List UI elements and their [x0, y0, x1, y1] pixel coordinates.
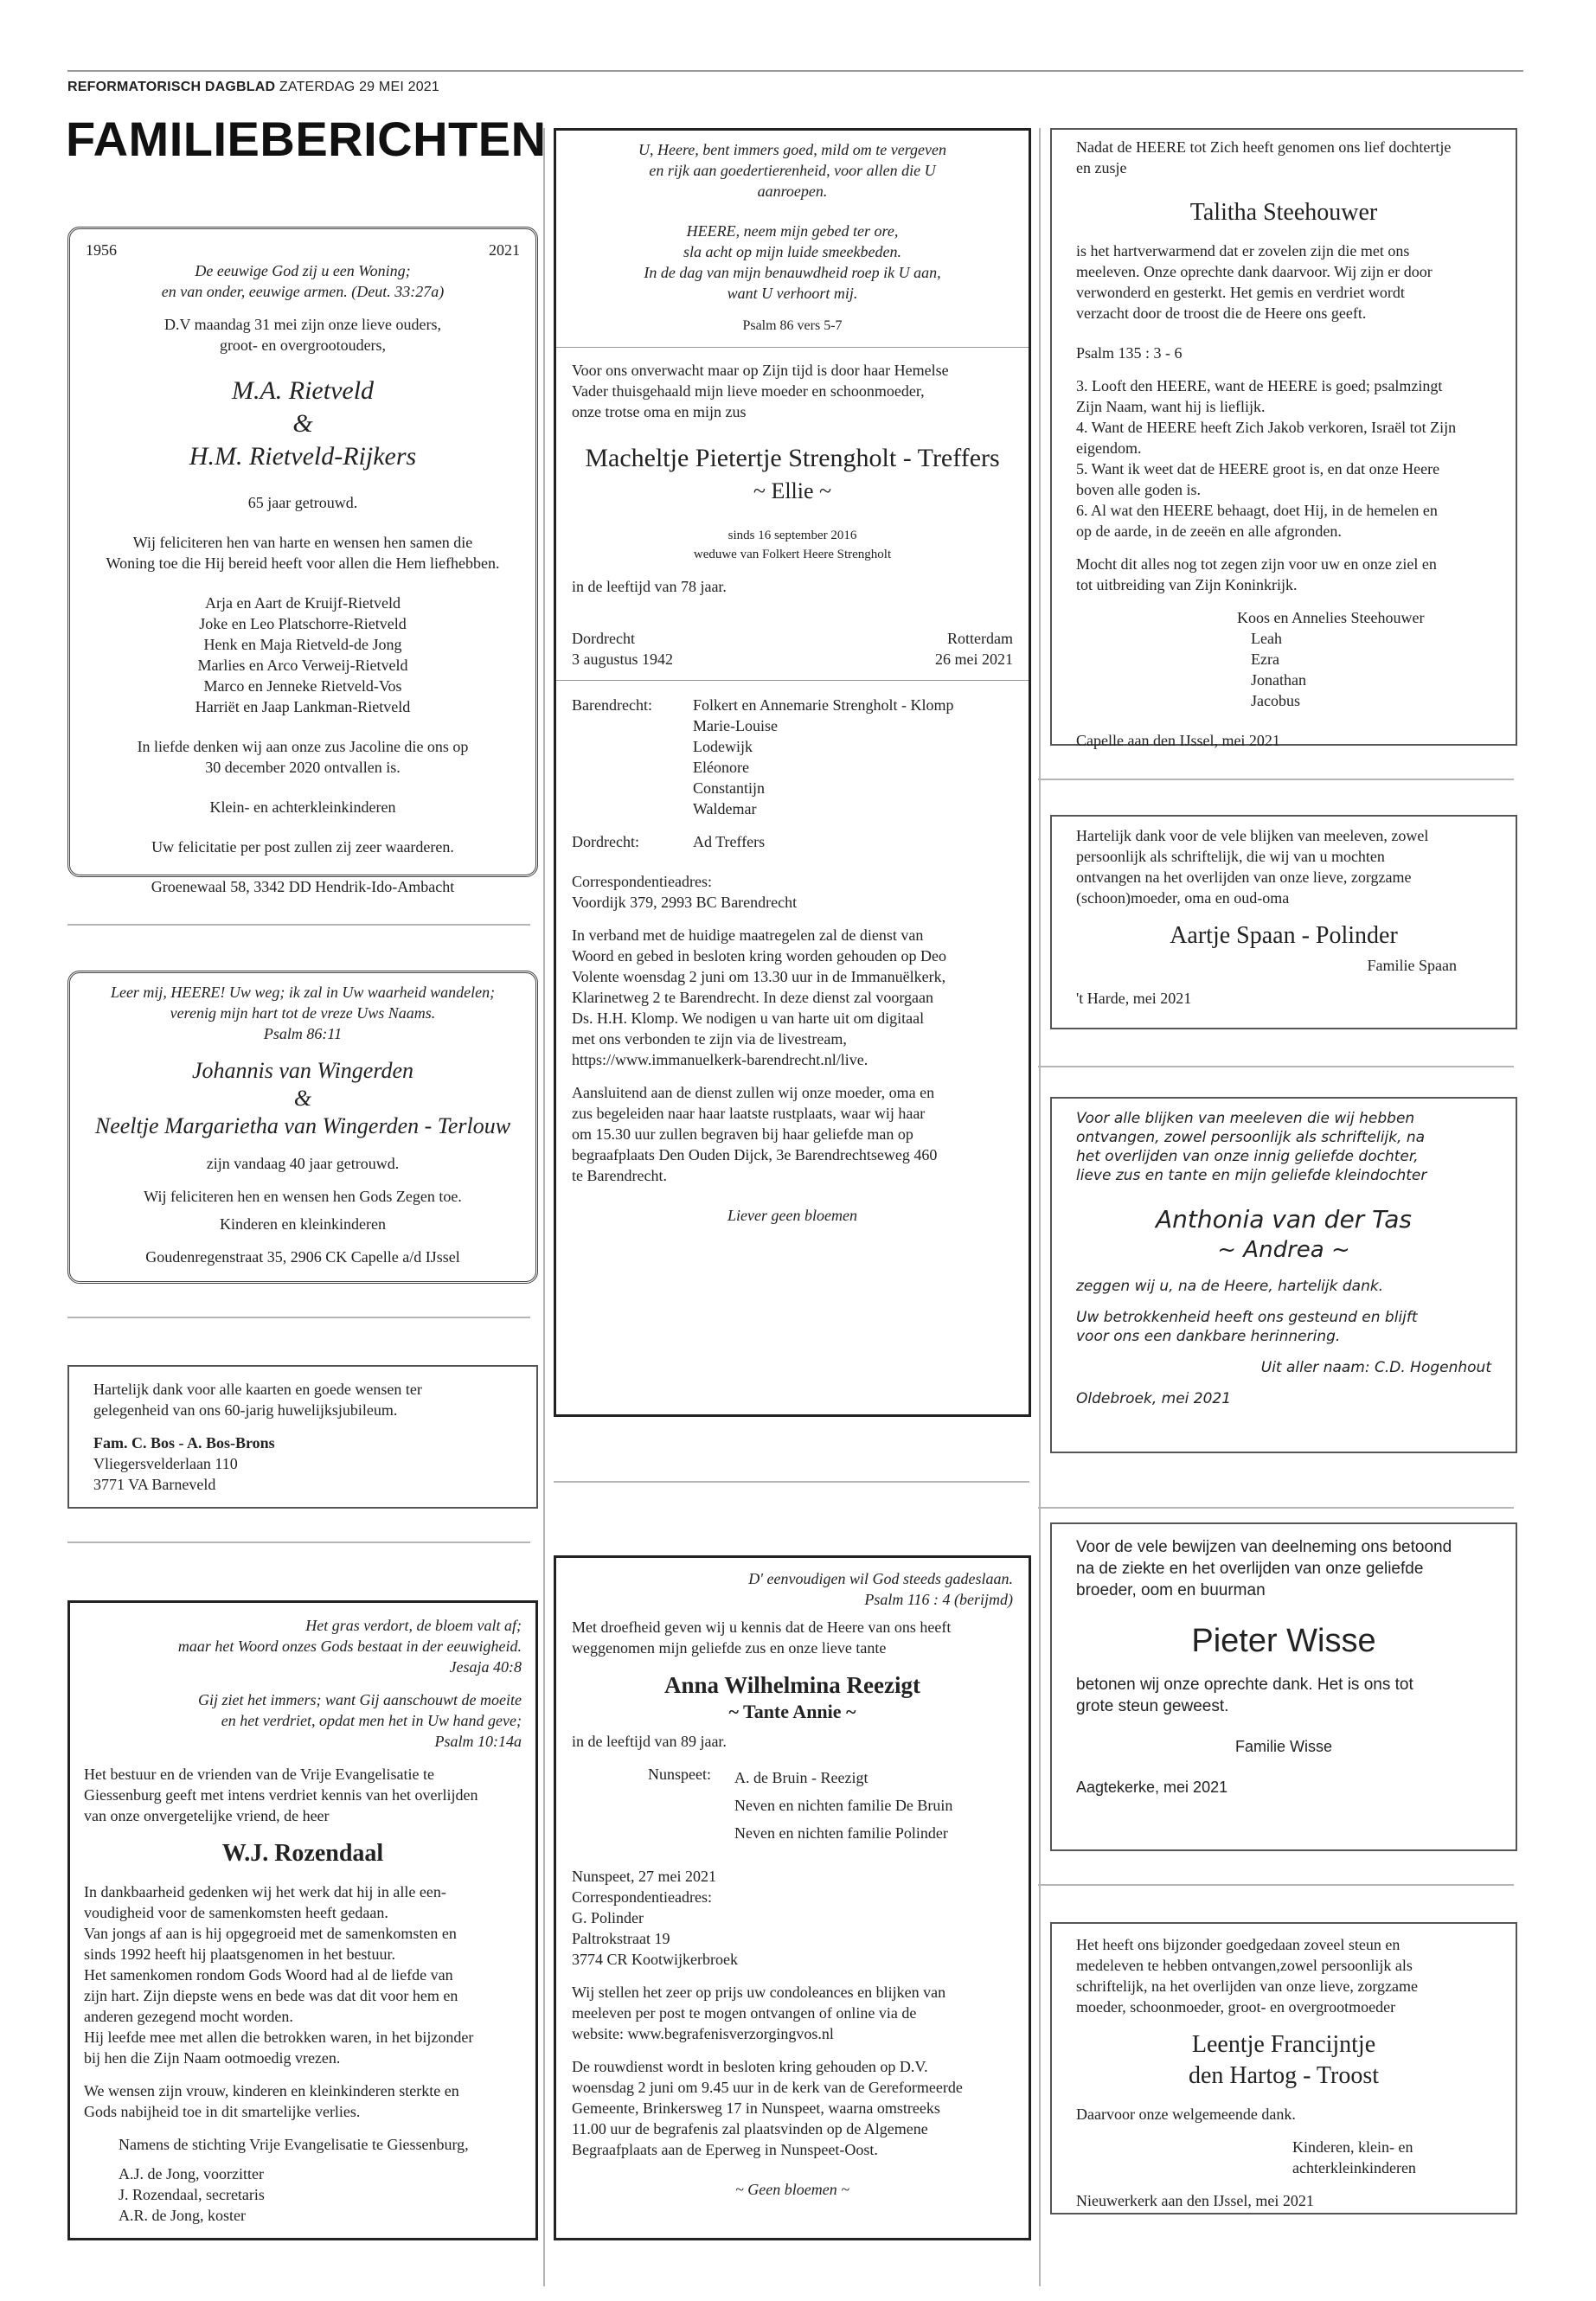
obituary-rozendaal	[67, 1600, 538, 2240]
couple-name-1: M.A. Rietveld	[231, 376, 375, 405]
announcement-wisse	[1050, 1522, 1517, 1851]
verse-line: verenig mijn hart tot de vreze Uws Naams.	[170, 1004, 436, 1022]
year-row	[86, 240, 520, 260]
verse-line: Gij ziet het immers; want Gij aanschouwt de moeite	[198, 1691, 522, 1708]
couple-name-2: H.M. Rietveld-Rijkers	[189, 442, 417, 471]
family-dordrecht	[572, 831, 1013, 852]
burial-line: zus begeleiden naar haar laatste rustplaats, waar wij haar	[572, 1105, 926, 1122]
year-end: 2021	[489, 241, 520, 259]
text-line: moeder, schoonmoeder, groot- en overgrootmoeder	[1076, 1998, 1396, 2016]
address-line: 3774 CR Kootwijkerbroek	[572, 1951, 738, 1968]
wish-line: tot uitbreiding van Zijn Koninkrijk.	[1076, 576, 1298, 593]
family-member: Marie-Louise	[693, 717, 778, 734]
header-rule	[67, 70, 1523, 72]
text-line: medeleven te hebben ontvangen,zowel persoonlijk als	[1076, 1957, 1413, 1974]
psalm-line: 6. Al wat den HEERE behaagt, doet Hij, in de hemelen en	[1076, 502, 1438, 519]
ampersand: &	[292, 409, 313, 438]
signer: Jacobus	[1251, 692, 1300, 709]
bible-verse-1	[84, 1615, 522, 1677]
children: Kinderen en kleinkinderen	[220, 1215, 386, 1233]
family-nunspeet	[572, 1764, 1013, 1847]
bible-verse-1	[572, 139, 1013, 202]
row-separator	[554, 1481, 1029, 1483]
intro-line: na de ziekte en het overlijden van onze geliefde	[1076, 1560, 1424, 1578]
congrats-line: Wij feliciteren hen van harte en wensen hen samen die	[132, 534, 473, 551]
intro-text	[572, 1617, 1013, 1658]
memory-line: In liefde denken wij aan onze zus Jacoline die ons op	[137, 738, 469, 755]
verse-reference: Psalm 86:11	[263, 1025, 343, 1042]
body-line: Hij leefde mee met allen die betrokken waren, in het bijzonder	[84, 2029, 474, 2046]
divider	[556, 347, 1029, 348]
family-member: Henk en Maja Rietveld-de Jong	[203, 636, 402, 653]
family-member: Waldemar	[693, 800, 757, 817]
intro-line: onze trotse oma en mijn zus	[572, 403, 747, 420]
family: Familie Spaan	[1367, 957, 1457, 974]
birth-date: 3 augustus 1942	[572, 651, 673, 668]
signer: Koos en Annelies Steehouwer	[1237, 609, 1425, 626]
age: in de leeftijd van 89 jaar.	[572, 1733, 727, 1750]
family-member: Harriët en Jaap Lankman-Rietveld	[195, 698, 411, 715]
intro-line: Met droefheid geven wij u kennis dat de Heere van ons heeft	[572, 1618, 952, 1636]
place-date: Capelle aan den IJssel, mei 2021	[1076, 732, 1280, 749]
couple-name-1: Johannis van Wingerden	[191, 1058, 414, 1083]
thank-you-text	[1076, 825, 1491, 908]
family-members	[693, 695, 953, 819]
deceased-name: Macheltje Pietertje Strengholt - Treffers	[585, 444, 1000, 472]
text-line: persoonlijk als schriftelijk, die wij van u mochten	[1076, 848, 1385, 865]
widow-of: weduwe van Folkert Heere Strengholt	[693, 548, 892, 561]
row-separator	[1038, 1884, 1514, 1886]
verse-line: sla acht op mijn luide smeekbeden.	[683, 243, 901, 260]
memory-text	[86, 736, 520, 778]
place-date: Nieuwerkerk aan den IJssel, mei 2021	[1076, 2192, 1314, 2209]
service-line: https://www.immanuelkerk-barendrecht.nl/live.	[572, 1051, 869, 1068]
intro-line: Voor de vele bewijzen van deelneming ons betoond	[1076, 1538, 1452, 1556]
bible-verse-2	[572, 221, 1013, 304]
deceased-name: Pieter Wisse	[1191, 1623, 1376, 1659]
age: in de leeftijd van 78 jaar.	[572, 578, 727, 595]
signer: A.J. de Jong, voorzitter	[119, 2165, 264, 2182]
burial-line: te Barendrecht.	[572, 1167, 667, 1184]
death-date: 26 mei 2021	[935, 651, 1013, 668]
family-member: Arja en Aart de Kruijf-Rietveld	[205, 594, 401, 612]
psalm-text	[1076, 375, 1491, 542]
deceased-name-2: den Hartog - Troost	[1188, 2062, 1380, 2089]
body-line: zijn hart. Zijn diepste wens en bede was dat dit voor hem en	[84, 1987, 458, 2004]
widow-since: sinds 16 september 2016	[727, 529, 857, 542]
intro-line: Het bestuur en de vrienden van de Vrije Evangelisatie te	[84, 1766, 434, 1783]
service-text	[572, 925, 1013, 1070]
deceased-name-1: Leentje Francijntje	[1191, 2031, 1376, 2058]
service-line: Begraafplaats aan de Eperweg in Nunspeet-Oost.	[572, 2141, 878, 2158]
text-line: schriftelijk, na het overlijden van onze lieve, zorgzame	[1076, 1977, 1419, 1995]
service-line: Klarinetweg 2 te Barendrecht. In deze dienst zal voorgaan	[572, 989, 933, 1006]
issue-date: ZATERDAG 29 MEI 2021	[279, 80, 440, 94]
signer: Jonathan	[1251, 671, 1306, 689]
congratulations-text	[86, 532, 520, 574]
intro-text	[572, 360, 1013, 422]
verse-line: aanroepen.	[757, 183, 828, 200]
correspondence-address: Voordijk 379, 2993 BC Barendrecht	[572, 894, 798, 911]
body-line: is het hartverwarmend dat er zovelen zijn die met ons	[1076, 242, 1410, 260]
signature: Fam. C. Bos - A. Bos-Brons	[93, 1434, 275, 1452]
body-line: verzacht door de troost die de Heere ons geeft.	[1076, 304, 1367, 322]
family-line: achterkleinkinderen	[1292, 2159, 1416, 2176]
announcement-spaan	[1050, 815, 1517, 1029]
family-members	[734, 1764, 952, 1847]
psalm-line: boven alle goden is.	[1076, 481, 1201, 498]
service-line: Volente woensdag 2 juni om 13.30 uur in de Immanuëlkerk,	[572, 968, 946, 985]
body-line: In dankbaarheid gedenken wij het werk dat hij in alle een-	[84, 1883, 446, 1900]
address-line: Paltrokstraat 19	[572, 1930, 670, 1947]
family-barendrecht	[572, 695, 1013, 819]
memory-line: Uw betrokkenheid heeft ons gesteund en blijft	[1076, 1309, 1418, 1326]
memory-text	[1076, 1308, 1491, 1346]
text-line: ontvangen na het overlijden van onze lieve, zorgzame	[1076, 868, 1412, 886]
family: Familie Wisse	[1234, 1738, 1332, 1755]
verse-line: en rijk aan goedertierenheid, voor allen die U	[649, 162, 936, 179]
newspaper-name: REFORMATORISCH DAGBLAD	[67, 80, 276, 94]
place-date: Oldebroek, mei 2021	[1076, 1390, 1232, 1407]
thanks-line: grote steun geweest.	[1076, 1697, 1229, 1715]
verse-line: D' eenvoudigen wil God steeds gadeslaan.	[748, 1570, 1013, 1587]
family-location: Dordrecht:	[572, 833, 639, 850]
psalm-line: Zijn Naam, want hij is lieflijk.	[1076, 398, 1266, 415]
body-text	[1076, 240, 1491, 324]
deceased-name: Aartje Spaan - Polinder	[1170, 922, 1398, 949]
verse-reference: Jesaja 40:8	[449, 1658, 522, 1676]
address: Groenewaal 58, 3342 DD Hendrik-Ido-Ambacht	[151, 878, 455, 895]
text-line: lieve zus en tante en mijn geliefde kleindochter	[1076, 1167, 1427, 1184]
intro-line: weggenomen mijn geliefde zus en onze lieve tante	[572, 1639, 887, 1657]
congrats-line: Woning toe die Hij bereid heeft voor allen die Hem liefhebben.	[106, 554, 500, 572]
no-flowers: Liever geen bloemen	[727, 1207, 857, 1224]
intro-text	[84, 1764, 522, 1826]
row-separator	[1038, 1066, 1514, 1067]
nickname: ~ Tante Annie ~	[728, 1701, 856, 1722]
verse-line: HEERE, neem mijn gebed ter ore,	[686, 222, 899, 240]
address-line: Correspondentieadres:	[572, 1888, 712, 1906]
service-line: Gemeente, Brinkersweg 17 in Nunspeet, waarna omstreeks	[572, 2099, 940, 2117]
row-separator	[67, 1317, 530, 1318]
intro-line: van onze onvergetelijke vriend, de heer	[84, 1807, 330, 1824]
bible-verse	[572, 1568, 1013, 1610]
thanks: zeggen wij u, na de Heere, hartelijk dank.	[1076, 1278, 1384, 1295]
row-separator	[67, 924, 530, 926]
thanks-text	[1076, 1674, 1491, 1717]
intro-line: Vader thuisgehaald mijn lieve moeder en schoonmoeder,	[572, 382, 925, 400]
psalm-line: 5. Want ik weet dat de HEERE groot is, en dat onze Heere	[1076, 460, 1440, 478]
death-place: Rotterdam	[947, 630, 1013, 647]
address: Goudenregenstraat 35, 2906 CK Capelle a/d IJssel	[145, 1248, 460, 1266]
family-member: Folkert en Annemarie Strengholt - Klomp	[693, 696, 954, 714]
address-line: 3771 VA Barneveld	[93, 1476, 216, 1493]
years-married: zijn vandaag 40 jaar getrouwd.	[206, 1155, 400, 1172]
correspondence-address	[572, 1887, 1013, 1970]
psalm-line: eigendom.	[1076, 439, 1142, 457]
date-place: Nunspeet, 27 mei 2021	[572, 1868, 716, 1885]
family-member: Ad Treffers	[693, 833, 766, 850]
psalm-reference: Psalm 135 : 3 - 6	[1076, 344, 1183, 362]
service-line: Ds. H.H. Klomp. We nodigen u van harte uit om digitaal	[572, 1009, 925, 1027]
intro-line: groot- en overgrootouders,	[219, 336, 387, 354]
memory-line: 30 december 2020 ontvallen is.	[205, 759, 401, 776]
burial-line: om 15.30 uur zullen begraven bij haar geliefde man op	[572, 1125, 913, 1143]
life-dates	[572, 628, 1013, 670]
text-line: Hartelijk dank voor de vele blijken van meeleven, zowel	[1076, 827, 1429, 844]
body-line: Het samenkomen rondom Gods Woord had al de liefde van	[84, 1966, 453, 1984]
family-member: Joke en Leo Platschorre-Rietveld	[199, 615, 407, 632]
address	[93, 1453, 512, 1495]
psalm-line: 4. Want de HEERE heeft Zich Jakob verkoren, Israël tot Zijn	[1076, 419, 1457, 436]
verse-line: U, Heere, bent immers goed, mild om te vergeven	[638, 141, 947, 158]
intro-line: broeder, oom en buurman	[1076, 1581, 1266, 1599]
verse-line: maar het Woord onzes Gods bestaat in der eeuwigheid.	[177, 1638, 522, 1655]
row-separator	[67, 1541, 530, 1543]
intro-line: en zusje	[1076, 159, 1127, 176]
text-line: Hartelijk dank voor alle kaarten en goede wensen ter	[93, 1381, 422, 1398]
service-line: De rouwdienst wordt in besloten kring gehouden op D.V.	[572, 2058, 928, 2075]
intro-text	[1076, 137, 1491, 178]
body-text	[84, 1881, 522, 2068]
on-behalf: Namens de stichting Vrije Evangelisatie te Giessenburg,	[119, 2136, 469, 2153]
text-line: (schoon)moeder, oma en oud-oma	[1076, 889, 1290, 907]
no-flowers: ~ Geen bloemen ~	[735, 2181, 849, 2198]
body-line: verwonderd en gesterkt. Het gemis en verdriet wordt	[1076, 284, 1405, 301]
body-line: sinds 1992 heeft hij plaatsgenomen in het bestuur.	[84, 1945, 395, 1963]
row-separator	[1038, 779, 1514, 780]
signer: Leah	[1251, 630, 1282, 647]
psalm-line: 3. Looft den HEERE, want de HEERE is goed; psalmzingt	[1076, 377, 1443, 394]
burial-text	[572, 1082, 1013, 1186]
page-title: FAMILIEBERICHTEN	[66, 112, 547, 166]
family-member: A. de Bruin - Reezigt	[734, 1769, 869, 1786]
years-married: 65 jaar getrouwd.	[247, 494, 358, 511]
place-date: 't Harde, mei 2021	[1076, 990, 1192, 1007]
birth	[572, 628, 673, 670]
obituary-reezigt	[554, 1555, 1031, 2240]
text-line: ontvangen, zowel persoonlijk als schriftelijk, na	[1076, 1129, 1426, 1146]
bible-verse	[86, 260, 520, 302]
wish-text	[1076, 554, 1491, 595]
service-line: Woord en gebed in besloten kring worden gehouden op Deo	[572, 947, 946, 965]
signers	[1076, 607, 1491, 711]
wish-line: We wensen zijn vrouw, kinderen en kleinkinderen sterkte en	[84, 2082, 459, 2099]
masthead	[67, 80, 439, 95]
thanks: Daarvoor onze welgemeende dank.	[1076, 2106, 1296, 2123]
text-line: het overlijden van onze innig geliefde dochter,	[1076, 1148, 1419, 1165]
verse-line: en het verdriet, opdat men het in Uw hand geve;	[221, 1712, 522, 1729]
couple-name-2: Neeltje Margarietha van Wingerden - Terlouw	[94, 1113, 511, 1138]
condolence-text	[572, 1982, 1013, 2044]
family-list	[86, 593, 520, 717]
body-line: Van jongs af aan is hij opgegroeid met de samenkomsten en	[84, 1925, 457, 1942]
announcement-den-hartog	[1050, 1922, 1517, 2214]
signature: Uit aller naam: C.D. Hogenhout	[1260, 1359, 1491, 1376]
intro-line: Giessenburg geeft met intens verdriet kennis van het overlijden	[84, 1786, 478, 1804]
announcement-steehouwer	[1050, 128, 1517, 749]
birth-place: Dordrecht	[572, 630, 635, 647]
verse-reference: Psalm 10:14a	[434, 1733, 522, 1750]
verse-line: en van onder, eeuwige armen. (Deut. 33:27a)	[161, 283, 445, 300]
signer: A.R. de Jong, koster	[119, 2207, 246, 2224]
thank-you-text	[1076, 1109, 1491, 1185]
thank-you-text	[93, 1379, 512, 1420]
burial-line: begraafplaats Den Ouden Dijck, 3e Barendrechtseweg 460	[572, 1146, 938, 1163]
place-date: Aagtekerke, mei 2021	[1076, 1779, 1228, 1796]
family-location: Barendrecht:	[572, 696, 652, 714]
text-line: gelegenheid van ons 60-jarig huwelijksjubileum.	[93, 1401, 398, 1419]
text-line: Voor alle blijken van meeleven die wij hebben	[1076, 1110, 1415, 1127]
wish-line: Mocht dit alles nog tot zegen zijn voor uw en onze ziel en	[1076, 555, 1437, 573]
wish-line: Gods nabijheid toe in dit smartelijke verlies.	[84, 2103, 361, 2120]
announcement-bos	[67, 1365, 538, 1509]
body-line: voudigheid voor de samenkomsten heeft gedaan.	[84, 1904, 388, 1921]
condolence-line: website: www.begrafenisverzorgingvos.nl	[572, 2025, 834, 2042]
family-member: Neven en nichten familie Polinder	[734, 1824, 948, 1842]
body-line: anderen gezegend mocht worden.	[84, 2008, 293, 2025]
obituary-strengholt	[554, 128, 1031, 1417]
verse-line: In de dag van mijn benauwdheid roep ik U aan,	[644, 264, 941, 281]
column-separator	[543, 128, 545, 2286]
intro-text	[86, 314, 520, 356]
divider	[556, 680, 1029, 681]
family-location: Nunspeet:	[648, 1766, 711, 1783]
family-member: Marlies en Arco Verweij-Rietveld	[197, 657, 408, 674]
column-separator	[1039, 128, 1041, 2286]
deceased-name: Anna Wilhelmina Reezigt	[663, 1672, 920, 1698]
intro-text	[1076, 1536, 1491, 1601]
thank-you-text	[1076, 1934, 1491, 2017]
family-member: Constantijn	[693, 779, 766, 797]
bible-verse-2	[84, 1689, 522, 1752]
verse-line: Leer mij, HEERE! Uw weg; ik zal in Uw waarheid wandelen;	[110, 984, 496, 1001]
verse-reference: Psalm 86 vers 5-7	[742, 318, 843, 333]
service-line: In verband met de huidige maatregelen zal de dienst van	[572, 926, 924, 944]
grandchildren: Klein- en achterkleinkinderen	[209, 798, 396, 816]
wish-text	[84, 2080, 522, 2122]
nickname: ~ Ellie ~	[753, 478, 832, 503]
verse-line: Psalm 116 : 4 (berijmd)	[864, 1591, 1013, 1608]
body-line: meeleven. Onze oprechte dank daarvoor. Wij zijn er door	[1076, 263, 1433, 280]
address-line: Vliegersvelderlaan 110	[93, 1455, 238, 1472]
year-start: 1956	[86, 241, 117, 259]
family-member: Eléonore	[693, 759, 749, 776]
signers	[84, 2163, 522, 2226]
family-member: Neven en nichten familie De Bruin	[734, 1797, 953, 1814]
verse-line: De eeuwige God zij u een Woning;	[195, 262, 411, 279]
family-member: Lodewijk	[693, 738, 753, 755]
post-note: Uw felicitatie per post zullen zij zeer waarderen.	[151, 838, 454, 856]
burial-line: Aansluitend aan de dienst zullen wij onze moeder, oma en	[572, 1084, 935, 1101]
service-line: woensdag 2 juni om 9.45 uur in de kerk van de Gereformeerde	[572, 2079, 963, 2096]
verse-line: want U verhoort mij.	[727, 285, 858, 302]
row-separator	[1038, 1507, 1514, 1509]
correspondence-label: Correspondentieadres:	[572, 873, 712, 890]
deceased-name: W.J. Rozendaal	[221, 1840, 384, 1867]
deceased-name: Talitha Steehouwer	[1189, 199, 1378, 226]
service-text	[572, 2056, 1013, 2160]
psalm-line: op de aarde, in de zeeën en alle afgronden.	[1076, 522, 1342, 540]
verse-line: Het gras verdort, de bloem valt af;	[305, 1617, 522, 1634]
family-line: Kinderen, klein- en	[1292, 2138, 1413, 2156]
intro-line: Nadat de HEERE tot Zich heeft genomen ons lief dochtertje	[1076, 138, 1452, 156]
intro-line: Voor ons onverwacht maar op Zijn tijd is door haar Hemelse	[572, 362, 949, 379]
announcement-van-der-tas	[1050, 1097, 1517, 1453]
condolence-line: meeleven per post te mogen ontvangen of online via de	[572, 2004, 917, 2022]
deceased-name: Anthonia van der Tas	[1155, 1205, 1413, 1234]
family	[1076, 2137, 1491, 2178]
family-member: Marco en Jenneke Rietveld-Vos	[203, 677, 402, 695]
intro-line: D.V maandag 31 mei zijn onze lieve ouders,	[163, 316, 442, 333]
signer: J. Rozendaal, secretaris	[119, 2186, 265, 2203]
condolence-line: Wij stellen het zeer op prijs uw condoleances en blijken van	[572, 1984, 946, 2001]
text-line: Het heeft ons bijzonder goedgedaan zoveel steun en	[1076, 1936, 1401, 1953]
announcement-van-wingerden	[67, 971, 538, 1284]
nickname: ~ Andrea ~	[1217, 1237, 1350, 1263]
announcement-rietveld	[67, 227, 538, 895]
memory-line: voor ons een dankbare herinnering.	[1076, 1328, 1341, 1345]
service-line: met ons verbonden te zijn via de livestream,	[572, 1030, 847, 1048]
death	[935, 628, 1013, 670]
ampersand: &	[293, 1086, 312, 1111]
congratulations-text: Wij feliciteren hen en wensen hen Gods Zegen toe.	[144, 1188, 462, 1205]
bible-verse	[86, 982, 520, 1044]
body-line: bij hen die Zijn Naam ootmoedig vrezen.	[84, 2049, 341, 2067]
thanks-line: betonen wij onze oprechte dank. Het is ons tot	[1076, 1676, 1413, 1694]
service-line: 11.00 uur de begrafenis zal plaatsvinden op de Algemene	[572, 2120, 928, 2138]
signer: Ezra	[1251, 651, 1279, 668]
address-line: G. Polinder	[572, 1909, 644, 1926]
